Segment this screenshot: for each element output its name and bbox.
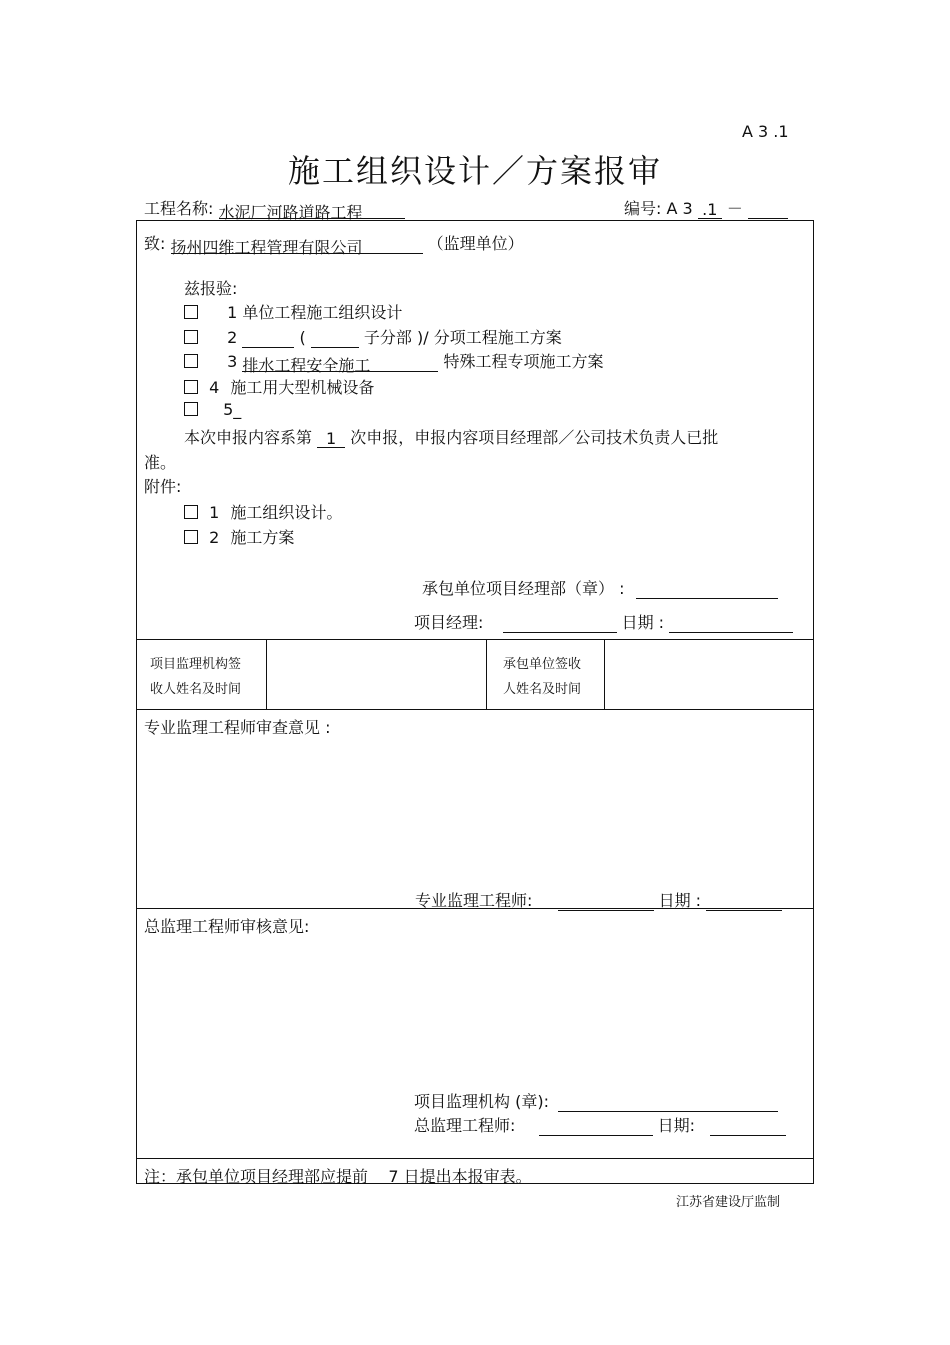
engineer-signer-label: 专业监理工程师: [415,891,533,910]
report-item-4: 4 施工用大型机械设备 [184,375,374,398]
report-item-1: 1 单位工程施工组织设计 [184,300,402,323]
report-item-text: 特殊工程专项施工方案 [443,352,604,371]
report-item-5: 5_ [184,400,241,419]
project-name: 水泥厂河路道路工程 [219,200,405,219]
engineer-sign-row [415,888,782,911]
engineer-date-field[interactable] [706,892,782,911]
footer: 江苏省建设厅监制 [676,1195,781,1210]
report-item-3: 3 排水工程安全施工 特殊工程专项施工方案 [184,349,603,372]
chief-org-label: 项目监理机构 (章): [414,1092,549,1111]
contractor-receipt-line1: 承包单位签收 [503,657,582,672]
project-label: 工程名称: [144,199,214,218]
report-item-text: 单位工程施工组织设计 [242,303,403,322]
form-code: A 3 .1 [742,122,789,141]
divider [136,709,814,710]
attachment-item-2: 2 施工方案 [184,525,294,548]
note: 注：承包单位项目经理部应提前 7 日提出本报审表。 [144,1167,532,1186]
report-item-text: 施工用大型机械设备 [230,378,375,397]
number-prefix: A 3 [666,199,693,218]
report-item-2: 2 ( 子分部 )/ 分项工程施工方案 [184,325,562,348]
checkbox[interactable] [184,530,198,544]
report-intro: 兹报验: [184,279,238,298]
contractor-dept-label: 承包单位项目经理部（章） : [422,579,625,598]
blank-field[interactable] [311,329,359,348]
engineer-signer-field[interactable] [558,892,654,911]
to-role: （监理单位） [427,234,524,253]
attachment-text: 施工组织设计。 [230,503,343,522]
contractor-dept-field[interactable] [636,580,778,599]
divider [486,639,487,709]
engineer-date-label: 日期 : [658,891,702,910]
page-title: 施工组织设计／方案报审 [287,152,662,190]
number-value: .1 [698,200,722,219]
report-item-text: 子分部 )/ 分项工程施工方案 [363,328,562,347]
chief-sign-row [414,1113,786,1136]
divider [604,639,605,709]
supervisor-receipt-line2: 收人姓名及时间 [150,682,242,697]
chief-date-field[interactable] [710,1117,786,1136]
number-label: 编号: [624,199,662,218]
attachment-text: 施工方案 [230,528,295,547]
checkbox[interactable] [184,354,198,368]
divider [136,1158,814,1159]
checkbox[interactable] [184,402,198,416]
manager-field[interactable] [503,614,617,633]
checkbox[interactable] [184,380,198,394]
checkbox[interactable] [184,305,198,319]
report-sentence-end: 准。 [144,453,177,472]
checkbox[interactable] [184,330,198,344]
chief-signer-field[interactable] [539,1117,653,1136]
to-label: 致: [144,234,166,253]
to-org: 扬州四维工程管理有限公司 [171,235,423,254]
chief-org-row [414,1089,778,1112]
number-row [624,196,788,219]
contractor-dept-row [422,576,778,599]
chief-signer-label: 总监理工程师: [414,1116,516,1135]
blank-field[interactable] [242,329,294,348]
to-row [144,231,524,257]
attachment-item-1: 1 施工组织设计。 [184,500,342,523]
submission-count: 1 [317,429,345,448]
manager-date-label: 日期 : [621,613,665,632]
manager-label: 项目经理: [414,613,484,632]
divider [266,639,267,709]
divider [136,639,814,640]
supervisor-receipt-field[interactable] [268,641,484,707]
chief-date-label: 日期: [657,1116,695,1135]
manager-date-field[interactable] [669,614,793,633]
report-sentence: 本次申报内容系第 1 次申报，申报内容项目经理部／公司技术负责人已批 [184,428,719,448]
chief-review-title: 总监理工程师审核意见: [144,917,310,936]
manager-row [414,610,793,633]
contractor-receipt-line2: 人姓名及时间 [503,682,582,697]
checkbox[interactable] [184,505,198,519]
supervisor-receipt-line1: 项目监理机构签 [150,657,242,672]
chief-org-field[interactable] [558,1093,778,1112]
attachments-label: 附件: [144,477,182,496]
item-3-fill: 排水工程安全施工 [242,353,438,372]
project-name-row [144,196,405,222]
contractor-receipt-field[interactable] [606,641,811,707]
number-blank[interactable] [748,200,788,219]
engineer-review-title: 专业监理工程师审查意见 : [144,718,331,737]
number-dash: － [726,199,743,218]
